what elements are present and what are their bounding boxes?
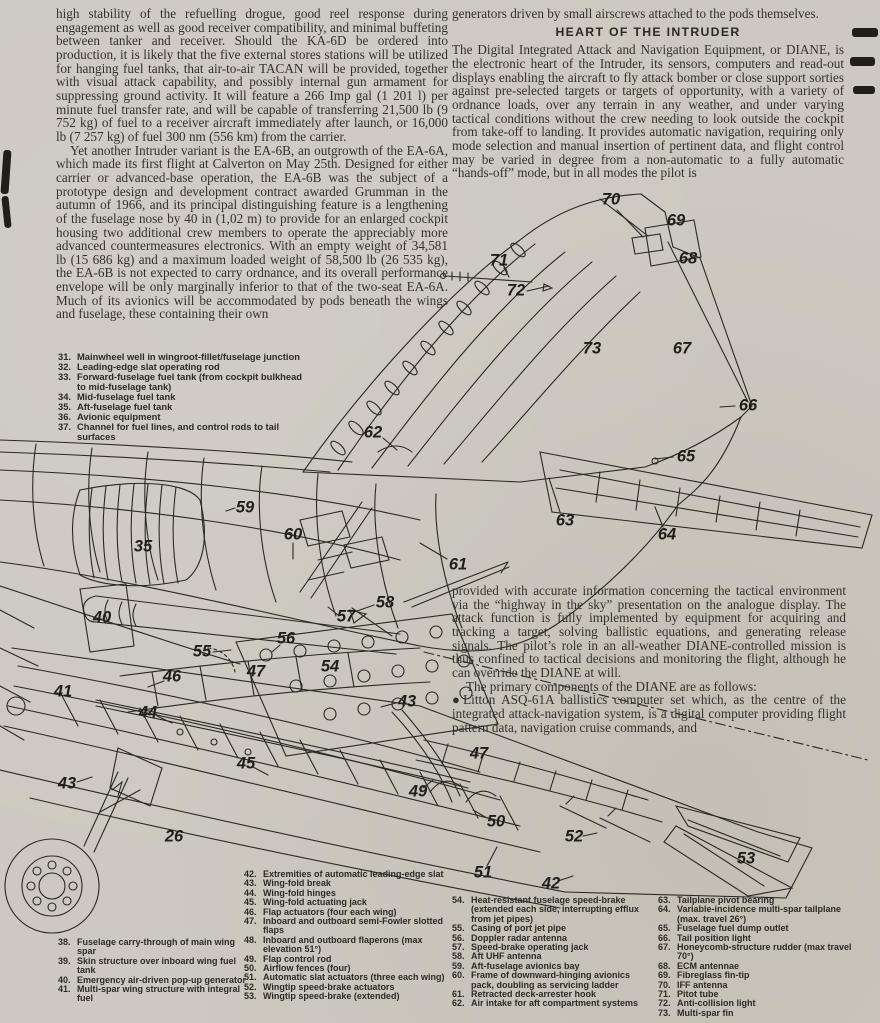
- key-item-number: 47.: [244, 916, 257, 927]
- key-item-label: Channel for fuel lines, and control rods to tail surfaces: [77, 421, 280, 442]
- key-item-number: 62.: [452, 998, 465, 1009]
- key-item-number: 51.: [244, 972, 257, 983]
- paragraph: The Digital Integrated Attack and Navigation Equipment, or DIANE, is the electronic heart of the Intruder, its sensors, computers and read-out displays enabling the aircraft to fly attack bomber or close support sorties against pre-selected targets or targets of opportunity, with a variety of ordnance loads, over any terrain in any weather, and under varying tactical conditions without the crew needing to look outside the cockpit from take-off to landing. It provides automatic navigation, requiring only mode selection and manual insertion of pertinent data, and flight control may be varied in degree from a non-automatic to a fully automatic “hands-off” mode, but in all modes the pilot is: [452, 42, 844, 181]
- leader-line: [77, 777, 92, 782]
- key-item-label: Leading-edge slat operating rod: [77, 361, 220, 372]
- key-item-number: 72.: [658, 998, 671, 1009]
- leader-line: [655, 507, 663, 527]
- callout-number: 44: [138, 703, 158, 722]
- key-item-number: 49.: [244, 953, 257, 964]
- callout-number: 55: [192, 642, 212, 661]
- key-item-number: 48.: [244, 934, 257, 945]
- leader-line: [253, 767, 268, 775]
- key-item-label: Automatic slat actuators (three each wing): [263, 972, 445, 983]
- key-item-number: 33.: [58, 371, 72, 382]
- key-item-number: 37.: [58, 421, 72, 432]
- callout-number: 60: [283, 525, 303, 544]
- callout-number: 66: [738, 396, 758, 415]
- key-item-label: Retracted deck-arrester hook: [471, 989, 597, 1000]
- paragraph: high stability of the refuelling drogue, good reel response during engagement as well as good receiver compatibility, and minimal buffeting between tanker and receiver. Should the KA-6D be ordered into production, it is likely that the five external stores stations will be utilized for hanging fuel tanks, that air-to-air TACAN will be provided, together with visual attack capability, and possibly internal gun armament for suppressing ground activity. It will feature a 266 Imp gal (1 201 l) per minute fuel transfer rate, and will be capable of transferring 21,500 lb (9 752 kg) of fuel to a receiver aircraft immediately after launch, or 16,000 lb (7 257 kg) of fuel 300 nm (556 km) from the carrier.: [56, 6, 448, 144]
- key-item-number: 31.: [58, 351, 72, 362]
- key-item-number: 41.: [58, 984, 71, 995]
- bullet-paragraph: [452, 693, 846, 734]
- key-item-label: Casing of port jet pipe: [471, 923, 567, 934]
- callout-number: 69: [666, 211, 686, 230]
- key-item-label: Speed-brake operating jack: [471, 942, 589, 953]
- key-item-label: Wingtip speed-brake actuators: [263, 981, 395, 992]
- key-item: [658, 905, 866, 924]
- key-item-number: 61.: [452, 989, 465, 1000]
- key-item-label: Fuselage carry-through of main wing spar: [77, 937, 236, 957]
- callout-number: 67: [672, 339, 692, 358]
- key-item-label: Aft UHF antenna: [471, 951, 542, 962]
- key-item-label: Heat-resistant fuselage speed-brake (extended each side, interrupting efflux from jet pipes): [471, 895, 640, 924]
- callout-number: 58: [375, 593, 395, 612]
- leader-line: [655, 457, 673, 459]
- key-item: [244, 936, 448, 955]
- key-item-label: Inboard and outboard flaperons (max elevation 51°): [263, 934, 423, 955]
- key-item: [452, 971, 652, 990]
- scan-mark-right-1: [852, 28, 878, 37]
- key-item-number: 59.: [452, 960, 465, 971]
- key-item: [58, 372, 308, 392]
- bullet-icon: ●: [452, 692, 464, 708]
- key-item-label: Tail position light: [677, 932, 751, 943]
- key-item-number: 65.: [658, 923, 671, 934]
- callout-number: 65: [676, 447, 696, 466]
- key-item-number: 53.: [244, 991, 257, 1002]
- leader-line: [617, 210, 643, 237]
- key-item-number: 57.: [452, 942, 465, 953]
- callout-number: 40: [92, 608, 112, 627]
- scan-smudge-left-2: [1, 196, 11, 229]
- callout-number: 41: [53, 682, 73, 701]
- key-item-label: Wing-fold hinges: [263, 887, 336, 898]
- leader-line: [381, 703, 396, 707]
- callout-number: 63: [555, 511, 575, 530]
- leader-line: [226, 508, 235, 511]
- key-item-label: Airflow fences (four): [263, 963, 351, 974]
- key-item-number: 67.: [658, 942, 671, 953]
- key-item-number: 58.: [452, 951, 465, 962]
- key-list-38-41: [58, 938, 254, 1004]
- callout-number: 64: [657, 525, 677, 544]
- callout-number: 43: [397, 692, 417, 711]
- leader-line: [527, 286, 549, 291]
- callout-number: 62: [363, 423, 383, 442]
- key-item: [58, 422, 308, 442]
- bullet-text: Litton ASQ-61A ballistics computer set which, as the centre of the integrated attack-navigation system, is a digital computer providing flight pattern data, navigation cruise commands, and: [452, 692, 846, 735]
- key-item-label: Mainwheel well in wingroot-fillet/fuselage junction: [77, 351, 300, 362]
- key-item-number: 71.: [658, 989, 671, 1000]
- callout-number: 35: [133, 537, 153, 556]
- key-item-label: Skin structure over inboard wing fuel tank: [77, 955, 237, 976]
- leader-line: [420, 543, 447, 559]
- leader-line: [213, 650, 231, 652]
- key-item-label: Honeycomb-structure rudder (max travel 70°): [677, 942, 852, 962]
- key-item-label: Inboard and outboard semi-Fowler slotted flaps: [263, 916, 444, 936]
- callout-number: 50: [486, 812, 506, 831]
- article-right-column-middle: [452, 584, 846, 734]
- key-item-label: IFF antenna: [677, 979, 728, 990]
- key-item: [452, 999, 652, 1008]
- key-item-label: Flap actuators (four each wing): [263, 906, 397, 917]
- key-item-number: 44.: [244, 887, 257, 898]
- key-item-label: Fibreglass fin-tip: [677, 970, 750, 981]
- key-item: [58, 985, 254, 1004]
- scan-smudge-left: [0, 150, 11, 194]
- key-item-number: 45.: [244, 897, 257, 908]
- key-item-number: 73.: [658, 1007, 671, 1018]
- leader-line: [583, 833, 597, 836]
- key-item-label: Multi-spar wing structure with integral fuel: [77, 984, 241, 1004]
- key-item-label: Wingtip speed-brake (extended): [263, 991, 400, 1002]
- key-item-label: Variable-incidence multi-spar tailplane (max. travel 26°): [677, 904, 842, 924]
- leader-line: [558, 876, 573, 881]
- key-item-number: 42.: [244, 869, 257, 879]
- callout-number: 54: [320, 657, 340, 676]
- callout-number: 52: [564, 827, 584, 846]
- callout-number: 57: [336, 607, 356, 626]
- callout-number: 49: [408, 782, 428, 801]
- article-right-column-top: [452, 7, 844, 180]
- key-item-label: Doppler radar antenna: [471, 932, 568, 943]
- key-item-label: Wing-fold break: [263, 878, 331, 889]
- key-item-number: 68.: [658, 960, 671, 971]
- key-item-number: 55.: [452, 923, 465, 934]
- leader-line: [720, 406, 735, 407]
- callout-number: 56: [276, 629, 296, 648]
- key-item-label: Aft-fuselage avionics bay: [471, 960, 580, 971]
- key-item-label: Avionic equipment: [77, 411, 161, 422]
- key-item-number: 64.: [658, 904, 671, 915]
- leader-line: [473, 810, 487, 818]
- callout-number: 47: [246, 662, 266, 681]
- key-item-number: 38.: [58, 937, 71, 947]
- key-item-number: 43.: [244, 878, 257, 889]
- callout-number: 68: [678, 249, 698, 268]
- leader-line: [357, 605, 374, 611]
- key-item-label: Extremities of automatic leading-edge slat: [263, 869, 444, 879]
- callout-number: 71: [489, 251, 509, 270]
- key-item-label: Tailplane pivot bearing: [677, 895, 775, 905]
- key-item-label: ECM antennae: [677, 960, 740, 971]
- key-item-number: 32.: [58, 361, 72, 372]
- key-item: [244, 917, 448, 936]
- callout-number: 51: [473, 863, 493, 882]
- key-item-number: 39.: [58, 955, 71, 966]
- key-item-label: Air intake for aft compartment systems: [471, 998, 639, 1009]
- key-item-label: Pitot tube: [677, 989, 719, 1000]
- callout-number: 42: [541, 874, 561, 893]
- scan-mark-right-2: [850, 57, 875, 66]
- key-item-label: Forward-fuselage fuel tank (from cockpit bulkhead to mid-fuselage tank): [77, 371, 303, 392]
- callout-number: 43: [57, 774, 77, 793]
- key-item-number: 52.: [244, 981, 257, 992]
- key-item-number: 60.: [452, 970, 465, 981]
- paragraph: provided with accurate information concerning the tactical environment via the “highway in the sky” presentation on the analogue display. The attack function is fully implemented by equipment for acquiring and tracking a target, solving ballistic equations, and generating release signals. The pilot’s role in an all-weather DIANE-controlled mission is thus confined to tactical decisions and monitoring the flight, although he can override the DIANE at will.: [452, 583, 846, 680]
- section-heading: HEART OF THE INTRUDER: [555, 24, 741, 39]
- article-left-column: [56, 7, 448, 321]
- leader-line: [148, 681, 164, 687]
- key-item-number: 56.: [452, 932, 465, 943]
- key-item-number: 70.: [658, 979, 671, 990]
- leader-line: [157, 716, 172, 723]
- callout-number: 46: [162, 667, 182, 686]
- key-item: [244, 992, 448, 1001]
- callout-number: 53: [736, 849, 756, 868]
- key-item: [58, 957, 254, 976]
- key-item-number: 54.: [452, 895, 465, 905]
- key-item: [658, 943, 866, 962]
- key-item-number: 35.: [58, 401, 72, 412]
- key-item-label: Multi-spar fin: [677, 1007, 734, 1018]
- callout-number: 26: [164, 827, 184, 846]
- key-item: [658, 1009, 866, 1018]
- key-item-label: Mid-fuselage fuel tank: [77, 391, 176, 402]
- key-item-label: Fuselage fuel dump outlet: [677, 923, 789, 934]
- key-list-54-62: [452, 896, 652, 1009]
- leader-line: [549, 478, 560, 512]
- key-item-number: 46.: [244, 906, 257, 917]
- callout-number: 72: [506, 281, 526, 300]
- key-item: [58, 938, 254, 957]
- leader-line: [383, 438, 397, 450]
- key-item-label: Wing-fold actuating jack: [263, 897, 367, 908]
- key-item-label: Flap control rod: [263, 953, 332, 964]
- key-item-number: 69.: [658, 970, 671, 981]
- callout-number: 45: [236, 754, 256, 773]
- key-item-number: 66.: [658, 932, 671, 943]
- key-item-label: Anti-collision light: [677, 998, 756, 1009]
- callout-number: 73: [582, 339, 602, 358]
- callout-number: 70: [601, 190, 621, 209]
- key-item-number: 34.: [58, 391, 72, 402]
- callout-number: 59: [235, 498, 255, 517]
- key-item-number: 40.: [58, 974, 71, 985]
- key-item-number: 63.: [658, 895, 671, 905]
- key-item-label: Emergency air-driven pop-up generator: [77, 974, 247, 985]
- key-list-63-73: [658, 896, 866, 1018]
- scan-mark-right-3: [853, 86, 875, 94]
- paragraph: Yet another Intruder variant is the EA-6B, an outgrowth of the EA-6A, which made its first flight at Calverton on May 25th. Designed for either carrier or advanced-base operation, the EA-6B was the subject of a prototype design and development contract awarded Grumman in the autumn of 1966, and its principal distinguishing feature is a lengthening of the fuselage nose by 40 in (1,02 m) to provide for an enlarged cockpit housing two additional crew members to operate the appreciably more advanced countermeasures electronics. With an empty weight of 34,581 lb (15 686 kg) and a maximum loaded weight of 58,500 lb (26 535 kg), the EA-6B is not expected to carry ordnance, and its overall performance envelope will be only marginally inferior to that of the two-seat EA-6A. Much of its avionics will be accommodated by pods beneath the wings and fuselage, these containing their own: [56, 142, 448, 322]
- key-item-number: 36.: [58, 411, 72, 422]
- key-item-label: Frame of downward-hinging avionics pack, doubling as servicing ladder: [471, 970, 631, 990]
- paragraph: The primary components of the DIANE are as follows:: [466, 678, 757, 694]
- paragraph: generators driven by small airscrews attached to the pods themselves.: [452, 6, 819, 21]
- key-list-42-53: [244, 870, 448, 1002]
- callout-number: 61: [448, 555, 468, 574]
- key-item: [452, 896, 652, 924]
- key-item-number: 50.: [244, 963, 257, 974]
- key-item-label: Aft-fuselage fuel tank: [77, 401, 173, 412]
- callout-number: 47: [469, 744, 489, 763]
- key-list-31-37: [58, 352, 308, 442]
